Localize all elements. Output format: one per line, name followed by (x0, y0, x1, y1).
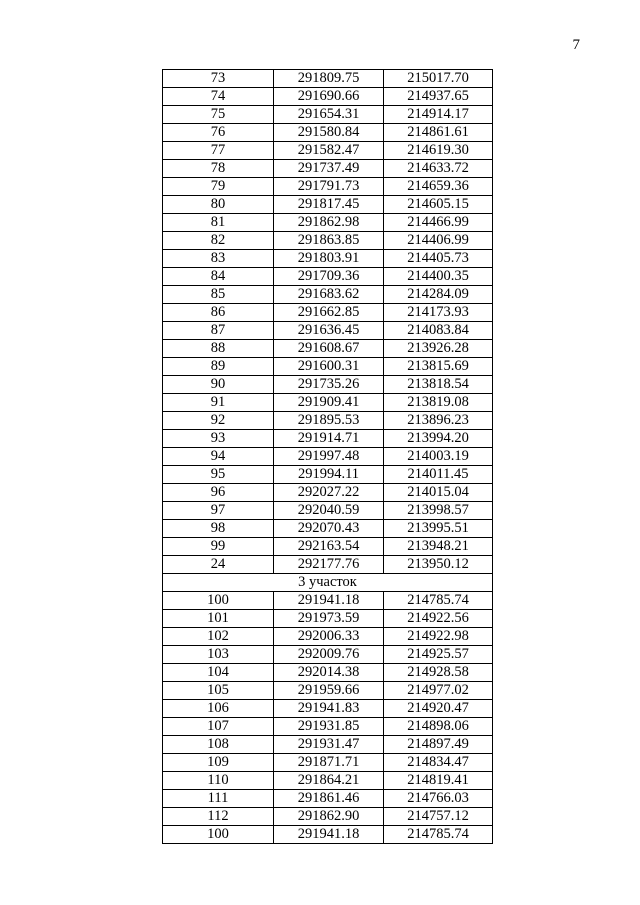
x-coordinate-cell: 291941.18 (274, 592, 384, 610)
table-row (163, 214, 493, 232)
table-row (163, 664, 493, 682)
section-heading: 3 участок (163, 574, 493, 592)
point-number-cell: 104 (163, 664, 274, 682)
y-coordinate-cell: 214400.35 (384, 268, 493, 286)
x-coordinate-cell: 291803.91 (274, 250, 384, 268)
table-row (163, 520, 493, 538)
point-number-cell: 81 (163, 214, 274, 232)
x-coordinate-cell: 291580.84 (274, 124, 384, 142)
table-row (163, 772, 493, 790)
point-number-cell: 111 (163, 790, 274, 808)
point-number-cell: 87 (163, 322, 274, 340)
table-row (163, 142, 493, 160)
table-row (163, 304, 493, 322)
coordinates-table (162, 69, 493, 844)
y-coordinate-cell: 214922.98 (384, 628, 493, 646)
x-coordinate-cell: 291709.36 (274, 268, 384, 286)
x-coordinate-cell: 292163.54 (274, 538, 384, 556)
table-row (163, 484, 493, 502)
y-coordinate-cell: 214785.74 (384, 592, 493, 610)
y-coordinate-cell: 214928.58 (384, 664, 493, 682)
y-coordinate-cell: 214914.17 (384, 106, 493, 124)
x-coordinate-cell: 291959.66 (274, 682, 384, 700)
y-coordinate-cell: 213818.54 (384, 376, 493, 394)
point-number-cell: 98 (163, 520, 274, 538)
point-number-cell: 89 (163, 358, 274, 376)
y-coordinate-cell: 213995.51 (384, 520, 493, 538)
table-row (163, 412, 493, 430)
point-number-cell: 97 (163, 502, 274, 520)
y-coordinate-cell: 214173.93 (384, 304, 493, 322)
x-coordinate-cell: 291863.85 (274, 232, 384, 250)
x-coordinate-cell: 291864.21 (274, 772, 384, 790)
table-row (163, 286, 493, 304)
x-coordinate-cell: 291941.83 (274, 700, 384, 718)
y-coordinate-cell: 214619.30 (384, 142, 493, 160)
point-number-cell: 91 (163, 394, 274, 412)
point-number-cell: 83 (163, 250, 274, 268)
point-number-cell: 112 (163, 808, 274, 826)
x-coordinate-cell: 291809.75 (274, 70, 384, 88)
table-row (163, 700, 493, 718)
x-coordinate-cell: 291895.53 (274, 412, 384, 430)
y-coordinate-cell: 214633.72 (384, 160, 493, 178)
table-row (163, 358, 493, 376)
x-coordinate-cell: 291909.41 (274, 394, 384, 412)
point-number-cell: 75 (163, 106, 274, 124)
y-coordinate-cell: 213815.69 (384, 358, 493, 376)
point-number-cell: 105 (163, 682, 274, 700)
table-row (163, 718, 493, 736)
y-coordinate-cell: 214920.47 (384, 700, 493, 718)
table-row (163, 682, 493, 700)
x-coordinate-cell: 291871.71 (274, 754, 384, 772)
point-number-cell: 82 (163, 232, 274, 250)
y-coordinate-cell: 214757.12 (384, 808, 493, 826)
y-coordinate-cell: 214605.15 (384, 196, 493, 214)
y-coordinate-cell: 214898.06 (384, 718, 493, 736)
y-coordinate-cell: 214406.99 (384, 232, 493, 250)
y-coordinate-cell: 213998.57 (384, 502, 493, 520)
y-coordinate-cell: 214937.65 (384, 88, 493, 106)
table-row (163, 466, 493, 484)
table-row (163, 448, 493, 466)
x-coordinate-cell: 291636.45 (274, 322, 384, 340)
x-coordinate-cell: 292014.38 (274, 664, 384, 682)
y-coordinate-cell: 213994.20 (384, 430, 493, 448)
table-row (163, 268, 493, 286)
table-row (163, 754, 493, 772)
y-coordinate-cell: 214011.45 (384, 466, 493, 484)
x-coordinate-cell: 292177.76 (274, 556, 384, 574)
point-number-cell: 74 (163, 88, 274, 106)
table-row (163, 340, 493, 358)
table-row (163, 430, 493, 448)
point-number-cell: 101 (163, 610, 274, 628)
x-coordinate-cell: 291608.67 (274, 340, 384, 358)
x-coordinate-cell: 291862.90 (274, 808, 384, 826)
point-number-cell: 109 (163, 754, 274, 772)
point-number-cell: 95 (163, 466, 274, 484)
table-row (163, 556, 493, 574)
y-coordinate-cell: 214977.02 (384, 682, 493, 700)
y-coordinate-cell: 214284.09 (384, 286, 493, 304)
x-coordinate-cell: 291791.73 (274, 178, 384, 196)
point-number-cell: 100 (163, 592, 274, 610)
table-row (163, 376, 493, 394)
point-number-cell: 108 (163, 736, 274, 754)
y-coordinate-cell: 214003.19 (384, 448, 493, 466)
point-number-cell: 92 (163, 412, 274, 430)
point-number-cell: 86 (163, 304, 274, 322)
point-number-cell: 73 (163, 70, 274, 88)
x-coordinate-cell: 291662.85 (274, 304, 384, 322)
table-row (163, 70, 493, 88)
table-row (163, 502, 493, 520)
y-coordinate-cell: 214897.49 (384, 736, 493, 754)
table-row (163, 826, 493, 844)
table-row (163, 592, 493, 610)
point-number-cell: 85 (163, 286, 274, 304)
point-number-cell: 94 (163, 448, 274, 466)
point-number-cell: 99 (163, 538, 274, 556)
point-number-cell: 107 (163, 718, 274, 736)
point-number-cell: 100 (163, 826, 274, 844)
point-number-cell: 24 (163, 556, 274, 574)
table-row (163, 736, 493, 754)
y-coordinate-cell: 213950.12 (384, 556, 493, 574)
point-number-cell: 90 (163, 376, 274, 394)
x-coordinate-cell: 292070.43 (274, 520, 384, 538)
coordinates-table-body (163, 70, 493, 844)
point-number-cell: 88 (163, 340, 274, 358)
x-coordinate-cell: 291654.31 (274, 106, 384, 124)
y-coordinate-cell: 214922.56 (384, 610, 493, 628)
page-number: 7 (572, 37, 580, 53)
point-number-cell: 76 (163, 124, 274, 142)
x-coordinate-cell: 291683.62 (274, 286, 384, 304)
point-number-cell: 110 (163, 772, 274, 790)
point-number-cell: 79 (163, 178, 274, 196)
x-coordinate-cell: 291690.66 (274, 88, 384, 106)
point-number-cell: 78 (163, 160, 274, 178)
point-number-cell: 80 (163, 196, 274, 214)
y-coordinate-cell: 214405.73 (384, 250, 493, 268)
point-number-cell: 96 (163, 484, 274, 502)
x-coordinate-cell: 291817.45 (274, 196, 384, 214)
x-coordinate-cell: 291735.26 (274, 376, 384, 394)
x-coordinate-cell: 291931.85 (274, 718, 384, 736)
y-coordinate-cell: 215017.70 (384, 70, 493, 88)
x-coordinate-cell: 291582.47 (274, 142, 384, 160)
table-row (163, 250, 493, 268)
x-coordinate-cell: 292006.33 (274, 628, 384, 646)
table-row (163, 178, 493, 196)
x-coordinate-cell: 291931.47 (274, 736, 384, 754)
table-row (163, 646, 493, 664)
table-row (163, 88, 493, 106)
x-coordinate-cell: 291862.98 (274, 214, 384, 232)
point-number-cell: 84 (163, 268, 274, 286)
x-coordinate-cell: 291861.46 (274, 790, 384, 808)
table-row (163, 196, 493, 214)
x-coordinate-cell: 291914.71 (274, 430, 384, 448)
point-number-cell: 93 (163, 430, 274, 448)
table-row (163, 232, 493, 250)
x-coordinate-cell: 292040.59 (274, 502, 384, 520)
table-row (163, 538, 493, 556)
y-coordinate-cell: 213926.28 (384, 340, 493, 358)
table-row (163, 106, 493, 124)
table-row (163, 160, 493, 178)
y-coordinate-cell: 214819.41 (384, 772, 493, 790)
y-coordinate-cell: 214083.84 (384, 322, 493, 340)
table-row (163, 808, 493, 826)
table-row (163, 394, 493, 412)
x-coordinate-cell: 291941.18 (274, 826, 384, 844)
y-coordinate-cell: 214015.04 (384, 484, 493, 502)
point-number-cell: 103 (163, 646, 274, 664)
x-coordinate-cell: 291973.59 (274, 610, 384, 628)
y-coordinate-cell: 214766.03 (384, 790, 493, 808)
point-number-cell: 77 (163, 142, 274, 160)
x-coordinate-cell: 291737.49 (274, 160, 384, 178)
point-number-cell: 106 (163, 700, 274, 718)
y-coordinate-cell: 213819.08 (384, 394, 493, 412)
section-heading-row (163, 574, 493, 592)
y-coordinate-cell: 213896.23 (384, 412, 493, 430)
table-row (163, 322, 493, 340)
x-coordinate-cell: 292027.22 (274, 484, 384, 502)
x-coordinate-cell: 291994.11 (274, 466, 384, 484)
y-coordinate-cell: 214925.57 (384, 646, 493, 664)
x-coordinate-cell: 292009.76 (274, 646, 384, 664)
table-row (163, 628, 493, 646)
table-row (163, 124, 493, 142)
x-coordinate-cell: 291600.31 (274, 358, 384, 376)
table-row (163, 610, 493, 628)
y-coordinate-cell: 213948.21 (384, 538, 493, 556)
y-coordinate-cell: 214861.61 (384, 124, 493, 142)
y-coordinate-cell: 214834.47 (384, 754, 493, 772)
table-row (163, 790, 493, 808)
x-coordinate-cell: 291997.48 (274, 448, 384, 466)
y-coordinate-cell: 214785.74 (384, 826, 493, 844)
y-coordinate-cell: 214659.36 (384, 178, 493, 196)
point-number-cell: 102 (163, 628, 274, 646)
y-coordinate-cell: 214466.99 (384, 214, 493, 232)
